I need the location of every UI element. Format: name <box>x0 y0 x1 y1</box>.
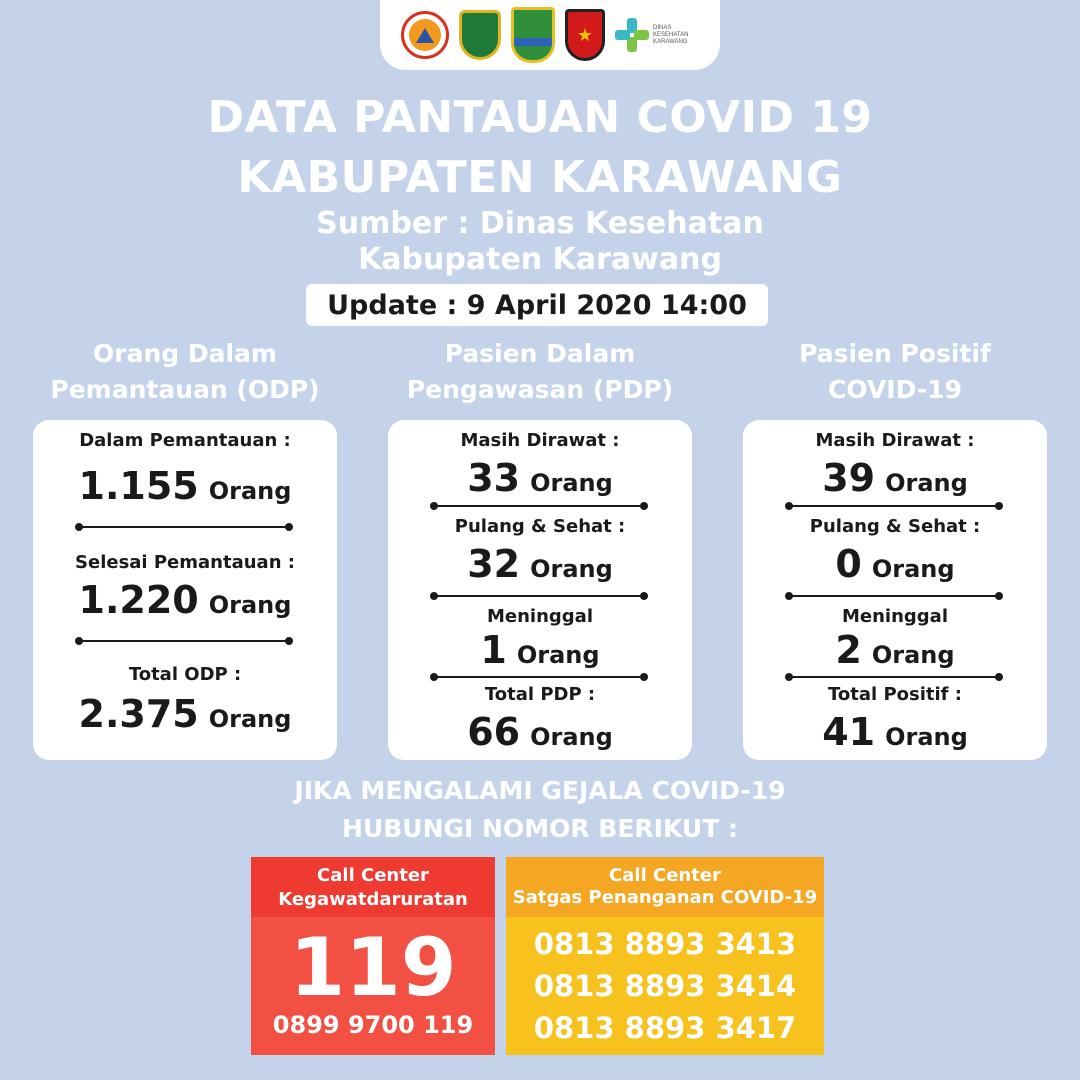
page-title-line1: DATA PANTAUAN COVID 19 <box>207 92 873 143</box>
odp-item-value <box>33 692 337 736</box>
emergency-call-center-card <box>251 857 495 1055</box>
positif-value-unit: Orang <box>871 641 955 669</box>
odp-item-value <box>33 578 337 622</box>
divider <box>434 595 644 597</box>
odp-title-line1: Orang Dalam <box>93 339 277 368</box>
positif-item-label: Pulang & Sehat : <box>809 516 981 537</box>
positif-value-unit: Orang <box>871 555 955 583</box>
positif-card <box>743 420 1047 760</box>
positif-item-label: Total Positif : <box>828 684 962 705</box>
odp-value-number: 1.220 <box>78 578 199 622</box>
pdp-column-title <box>380 336 700 408</box>
odp-value-unit: Orang <box>208 591 292 619</box>
pdp-value-unit: Orang <box>530 723 613 751</box>
logo-bar <box>380 0 720 70</box>
pdp-value-number: 1 <box>480 628 507 672</box>
pdp-item-value <box>388 710 692 754</box>
pdp-item-label: Pulang & Sehat : <box>454 516 626 537</box>
satgas-phone-number[interactable]: 0813 8893 3417 <box>533 1011 797 1045</box>
odp-value-number: 2.375 <box>78 692 199 736</box>
pdp-value-unit: Orang <box>530 469 613 497</box>
cta-line2: HUBUNGI NOMOR BERIKUT : <box>342 814 738 843</box>
positif-column-title <box>735 336 1055 408</box>
odp-value-unit: Orang <box>208 705 292 733</box>
source-line1: Sumber : Dinas Kesehatan <box>316 206 764 241</box>
divider <box>434 676 644 678</box>
pdp-value-unit: Orang <box>516 641 600 669</box>
pdp-item-label: Meninggal <box>486 606 593 627</box>
divider <box>789 595 999 597</box>
kabupaten-shield-logo <box>459 10 501 60</box>
bnpb-logo <box>401 11 449 59</box>
emergency-number-big[interactable]: 119 <box>289 921 457 1014</box>
positif-value-unit: Orang <box>885 469 968 497</box>
positif-title-line1: Pasien Positif <box>799 339 991 368</box>
odp-value-number: 1.155 <box>78 464 199 508</box>
divider <box>79 526 289 528</box>
divider <box>434 505 644 507</box>
odp-title-line2: Pemantauan (ODP) <box>50 375 320 404</box>
pdp-item-value <box>388 628 692 672</box>
positif-value-number: 2 <box>835 628 862 672</box>
odp-item-value <box>33 464 337 508</box>
positif-item-value <box>743 542 1047 586</box>
odp-item-label: Total ODP : <box>128 664 242 685</box>
satgas-phone-number[interactable]: 0813 8893 3413 <box>533 927 797 961</box>
pdp-value-number: 32 <box>467 542 521 586</box>
satgas-call-center-card <box>506 857 824 1055</box>
pdp-item-label: Masih Dirawat : <box>460 430 620 451</box>
odp-item-label: Dalam Pemantauan : <box>79 430 291 451</box>
positif-value-number: 39 <box>822 456 876 500</box>
update-badge: Update : 9 April 2020 14:00 <box>306 284 768 326</box>
pdp-item-value <box>388 542 692 586</box>
positif-value-number: 41 <box>822 710 876 754</box>
odp-column-title <box>25 336 345 408</box>
emergency-title-line2: Kegawatdaruratan <box>278 889 468 910</box>
pdp-title-line2: Pengawasan (PDP) <box>406 375 674 404</box>
pdp-value-number: 66 <box>467 710 521 754</box>
pdp-value-unit: Orang <box>530 555 613 583</box>
positif-item-value <box>743 710 1047 754</box>
source-line2: Kabupaten Karawang <box>358 242 722 277</box>
cta-line1: JIKA MENGALAMI GEJALA COVID-19 <box>294 776 786 805</box>
satgas-title-line1: Call Center <box>609 865 721 886</box>
positif-item-label: Meninggal <box>841 606 948 627</box>
pdp-item-value <box>388 456 692 500</box>
positif-item-label: Masih Dirawat : <box>815 430 975 451</box>
emergency-title-line1: Call Center <box>317 865 429 886</box>
positif-item-value <box>743 456 1047 500</box>
pdp-card <box>388 420 692 760</box>
positif-value-number: 0 <box>835 542 862 586</box>
page-title-line2: KABUPATEN KARAWANG <box>237 152 843 203</box>
emergency-phone-number[interactable]: 0899 9700 119 <box>272 1011 474 1039</box>
dinas-kesehatan-logo <box>615 18 699 52</box>
divider <box>789 676 999 678</box>
dinkes-logo-text: DINAS KESEHATAN KARAWANG <box>653 24 689 45</box>
pdp-item-label: Total PDP : <box>484 684 596 705</box>
police-logo: ★ <box>565 9 605 61</box>
odp-item-label: Selesai Pemantauan : <box>75 552 295 573</box>
divider <box>789 505 999 507</box>
divider <box>79 640 289 642</box>
satgas-phone-number[interactable]: 0813 8893 3414 <box>533 969 797 1003</box>
odp-card <box>33 420 337 760</box>
odp-value-unit: Orang <box>208 477 292 505</box>
positif-item-value <box>743 628 1047 672</box>
karawang-regency-logo <box>511 7 555 63</box>
positif-title-line2: COVID-19 <box>828 375 962 404</box>
pdp-value-number: 33 <box>467 456 521 500</box>
satgas-title-line2: Satgas Penanganan COVID-19 <box>512 887 818 908</box>
positif-value-unit: Orang <box>885 723 968 751</box>
pdp-title-line1: Pasien Dalam <box>444 339 636 368</box>
